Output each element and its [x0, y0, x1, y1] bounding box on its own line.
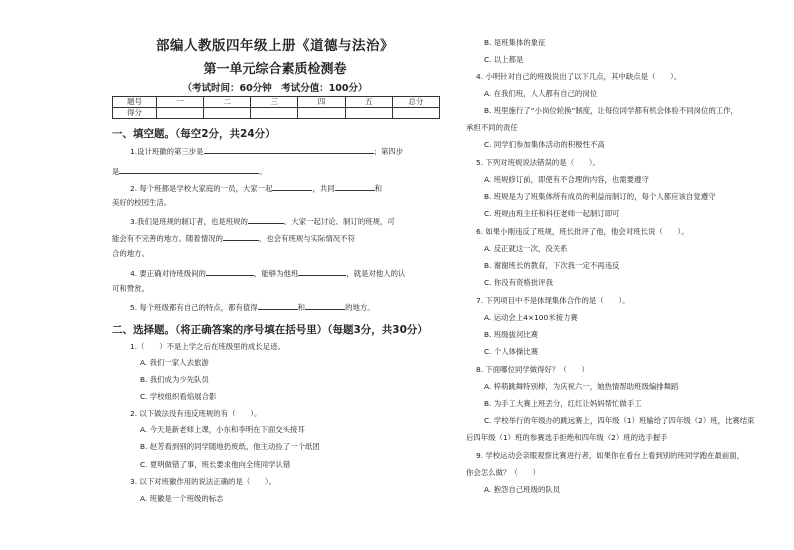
option-b: B. 为手工大赛上班丢分，红红让妈妈帮忙做手工: [484, 399, 642, 408]
question-text: 能会有不完善的地方。随着情况的: [112, 234, 223, 243]
option-a: A. 今天是新老师上课，小东和李明在下面交头接耳: [140, 425, 305, 434]
score-input-cell[interactable]: [204, 108, 251, 119]
score-cell: 得分: [113, 108, 157, 119]
question-line-continued: 你会怎么做？（ ）: [466, 468, 540, 477]
question-line: 7. 下列项目中不是体现集体合作的是（ ）。: [476, 296, 630, 305]
answer-blank[interactable]: [204, 146, 374, 154]
option-b-continued: 承担不同的责任: [466, 123, 518, 132]
question-text: 2. 每个班都是学校大家庭的一员，大家一起: [130, 184, 273, 193]
question-text: 。: [259, 167, 267, 176]
answer-blank[interactable]: [258, 302, 298, 310]
score-cell: 总分: [392, 97, 439, 108]
question-line: 2. 以下做法没有违反班规的有（ ）。: [130, 409, 262, 418]
option-c: C. 个人体操比赛: [484, 347, 539, 356]
answer-blank[interactable]: [248, 216, 284, 224]
question-text: 是: [112, 167, 120, 176]
question-text: 。大家一起讨论、制订的班规，可: [283, 217, 395, 226]
option-b: B. 班里施行了“小岗位轮换”制度，让每位同学都有机会体验不同岗位的工作，: [484, 106, 738, 115]
question-text: 4. 要正确对待班级间的: [130, 269, 206, 278]
score-cell: 一: [157, 97, 204, 108]
score-table-score-row: [113, 108, 440, 119]
question-text: ，也会有班规与实际情况不符: [258, 234, 355, 243]
question-line: 合的地方。: [112, 249, 149, 258]
question-text: 和: [374, 184, 383, 193]
option-a: A. 班徽是一个班级的标志: [140, 494, 224, 503]
answer-blank[interactable]: [223, 233, 259, 241]
question-text: ，就是对他人的认: [346, 269, 406, 278]
score-cell: 四: [298, 97, 345, 108]
option-c: C. 班规由班主任和科任老师一起制订即可: [484, 209, 620, 218]
option-c: C. 夏明做错了事，班长要求他向全班同学认错: [140, 460, 291, 469]
option-a: A. 运动会上4×100米接力赛: [484, 313, 578, 322]
question-line: 5. 下列对班规说法错误的是（ ）。: [476, 158, 600, 167]
question-text: 3.我们是班规的制订者，也是班规的: [130, 217, 248, 226]
question-line: 1.（ ）不是上学之后在班级里的成长足迹。: [130, 342, 285, 351]
question-text: ，共同: [312, 184, 335, 193]
score-input-cell[interactable]: [251, 108, 298, 119]
option-a: A. 梓萌跳舞特别棒，为庆祝六一，她热情帮助班级编排舞蹈: [484, 382, 679, 391]
exam-subtitle: 第一单元综合素质检测卷: [203, 62, 347, 77]
option-c: C. 你没有资格批评我: [484, 278, 553, 287]
option-b: B. 是班集体的象征: [484, 38, 546, 47]
question-line: 8. 下面哪位同学做得好？（ ）: [476, 365, 589, 374]
question-line: [112, 233, 355, 243]
option-a: A. 班规修订前，即使有不合理的内容，也需要遵守: [484, 175, 649, 184]
score-table-header-row: [113, 97, 440, 108]
question-line: [112, 166, 267, 176]
answer-blank[interactable]: [272, 183, 312, 191]
question-line: 9. 学校运动会亲眼观察比赛进行者，如果你在看台上看到别的班同学跑在最前面，: [476, 451, 745, 460]
option-a: A. 在我们班，人人都有自己的岗位: [484, 89, 598, 98]
question-text: 的地方。: [345, 303, 375, 312]
score-cell: 三: [251, 97, 298, 108]
answer-blank[interactable]: [305, 302, 345, 310]
option-c: C. 学校组织看焰展合影: [140, 392, 217, 401]
option-a: A. 抱怨自己班级的队员: [484, 485, 561, 494]
question-text: 和: [297, 303, 306, 312]
option-a: A. 我们一家人去旅游: [140, 358, 209, 367]
option-c-continued: 后四年级（1）班的参赛选手拒绝和四年级（2）班的选手握手: [466, 433, 668, 442]
question-line: [130, 183, 382, 193]
option-b: B. 班级拔河比赛: [484, 330, 539, 339]
question-line: 3. 以下对班徽作用的说法正确的是（ ）。: [130, 477, 277, 486]
question-line: [130, 268, 405, 278]
exam-title: 部编人教版四年级上册《道德与法治》: [156, 38, 394, 54]
score-input-cell[interactable]: [392, 108, 439, 119]
option-c: C. 学校举行的年级办的跳远赛上，四年级（1）班输给了四年级（2）班，比赛结束: [484, 416, 755, 425]
question-line: [130, 216, 395, 226]
score-cell: 题号: [113, 97, 157, 108]
answer-blank[interactable]: [119, 166, 259, 174]
section-heading-fill-in: 一、填空题。（每空2分，共24分）: [112, 128, 276, 140]
option-b: B. 班规是为了班集体所有成员的利益而制订的，每个人都应该自觉遵守: [484, 192, 716, 201]
question-line: 6. 如果小刚违反了班规，班长批评了他，他会对班长说（ ）。: [476, 227, 689, 236]
question-line: [130, 146, 403, 156]
score-cell: 二: [204, 97, 251, 108]
question-line: [130, 302, 375, 312]
question-text: 5. 每个班级都有自己的特点，都有值得: [130, 303, 258, 312]
option-a: A. 反正就这一次，没关系: [484, 244, 568, 253]
score-input-cell[interactable]: [298, 108, 345, 119]
question-line: 可和赞赏。: [112, 284, 149, 293]
answer-blank[interactable]: [335, 183, 375, 191]
score-cell: 五: [345, 97, 392, 108]
option-b: B. 赵芳看到别的同学随地扔废纸，他主动捡了一个纸团: [140, 442, 320, 451]
option-b: B. 我们成为少先队员: [140, 375, 209, 384]
answer-blank[interactable]: [298, 268, 346, 276]
score-input-cell[interactable]: [157, 108, 204, 119]
score-table: [112, 96, 440, 119]
exam-info: （考试时间：60分钟 考试分值：100分）: [182, 83, 368, 94]
question-text: ，能够为他班: [253, 269, 299, 278]
option-b: B. 谢谢班长的教育，下次我一定不再违反: [484, 261, 620, 270]
question-line: 美好的校园生活。: [112, 198, 172, 207]
question-text: 1.设计班徽的第三步是: [130, 147, 204, 156]
question-line: 4. 小明针对自己的班级说出了以下几点，其中缺点是（ ）。: [476, 72, 682, 81]
answer-blank[interactable]: [206, 268, 254, 276]
option-c: C. 以上都是: [484, 55, 524, 64]
score-input-cell[interactable]: [345, 108, 392, 119]
option-c: C. 同学们参加集体活动的积极性不高: [484, 140, 605, 149]
section-heading-multiple-choice: 二、选择题。（将正确答案的序号填在括号里）（每题3分，共30分）: [112, 324, 428, 336]
question-text: ；第四步: [373, 147, 404, 156]
